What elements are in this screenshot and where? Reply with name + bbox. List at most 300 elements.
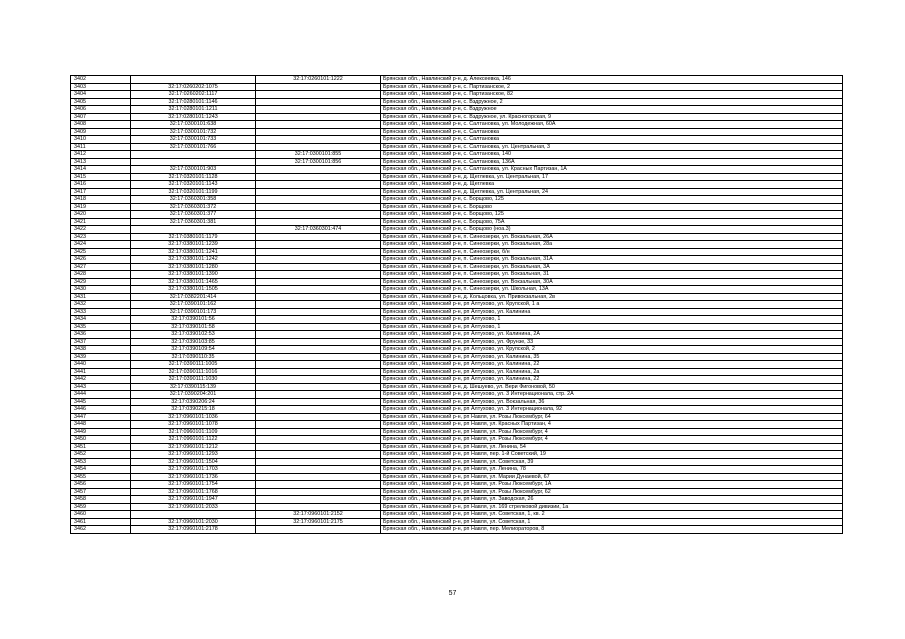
address-cell: Брянская обл., Навлинский р-н, рп Алтухово, ул. Крупской, 2 <box>381 346 843 354</box>
row-number-cell: 3453 <box>71 458 131 466</box>
table-row <box>71 511 843 519</box>
address-cell: Брянская обл., Навлинский р-н, рп Навля, пер. 1-й Советский, 19 <box>381 451 843 459</box>
cadastral-number-alt-cell <box>256 196 381 204</box>
address-cell: Брянская обл., Навлинский р-н, с. Борщово, 75А <box>381 218 843 226</box>
row-number-cell: 3440 <box>71 361 131 369</box>
cadastral-number-cell: 32:17:0390115:139 <box>131 383 256 391</box>
address-cell: Брянская обл., Навлинский р-н, с. Партизанское, 82 <box>381 91 843 99</box>
cadastral-number-alt-cell <box>256 346 381 354</box>
cadastral-number-cell: 32:17:0320101:1128 <box>131 173 256 181</box>
row-number-cell: 3408 <box>71 121 131 129</box>
address-cell: Брянская обл., Навлинский р-н, с. Борщово <box>381 203 843 211</box>
cadastral-number-cell: 32:17:0380101:1465 <box>131 278 256 286</box>
row-number-cell: 3461 <box>71 518 131 526</box>
row-number-cell: 3409 <box>71 128 131 136</box>
cadastral-number-alt-cell <box>256 473 381 481</box>
table-row <box>71 316 843 324</box>
cadastral-number-cell: 32:17:0380101:1179 <box>131 233 256 241</box>
cadastral-number-cell: 32:17:0960101:1293 <box>131 451 256 459</box>
address-cell: Брянская обл., Навлинский р-н, с. Салтановка, ул. Центральная, 3 <box>381 143 843 151</box>
cadastral-number-alt-cell <box>256 173 381 181</box>
address-cell: Брянская обл., Навлинский р-н, рп Навля, ул. 169 стрелковой дивизии, 1а <box>381 503 843 511</box>
cadastral-number-cell: 32:17:0280101:1211 <box>131 106 256 114</box>
cadastral-number-alt-cell <box>256 113 381 121</box>
address-cell: Брянская обл., Навлинский р-н, рп Навля, ул. Ленина, 54 <box>381 443 843 451</box>
cadastral-number-alt-cell <box>256 278 381 286</box>
cadastral-number-cell: 32:17:0390111:1016 <box>131 368 256 376</box>
cadastral-number-cell <box>131 158 256 166</box>
cadastral-number-alt-cell <box>256 203 381 211</box>
cadastral-number-alt-cell <box>256 106 381 114</box>
table-row <box>71 473 843 481</box>
row-number-cell: 3426 <box>71 256 131 264</box>
row-number-cell: 3444 <box>71 391 131 399</box>
table-body <box>71 76 843 534</box>
cadastral-number-cell: 32:17:0280101:1243 <box>131 113 256 121</box>
address-cell: Брянская обл., Навлинский р-н, с. Борщово, 125 <box>381 211 843 219</box>
address-cell: Брянская обл., Навлинский р-н, рп Алтухово, ул. 3 Интернационала, стр. 2А <box>381 391 843 399</box>
table-row <box>71 346 843 354</box>
table-row <box>71 338 843 346</box>
cadastral-number-cell: 32:17:0390110:35 <box>131 353 256 361</box>
address-cell: Брянская обл., Навлинский р-н, рп Навля, ул. Заводская, 26 <box>381 496 843 504</box>
table-row <box>71 211 843 219</box>
cadastral-number-alt-cell <box>256 496 381 504</box>
table-row <box>71 286 843 294</box>
row-number-cell: 3446 <box>71 406 131 414</box>
cadastral-number-cell: 32:17:0380101:1390 <box>131 271 256 279</box>
table-row <box>71 278 843 286</box>
address-cell: Брянская обл., Навлинский р-н, п. Синеозерки, ул. Вокзальная, 30А <box>381 278 843 286</box>
cadastral-number-alt-cell: 32:17:0960101:2152 <box>256 511 381 519</box>
row-number-cell: 3419 <box>71 203 131 211</box>
address-cell: Брянская обл., Навлинский р-н, п. Синеозерки, б/н <box>381 248 843 256</box>
cadastral-number-cell: 32:17:0380101:1505 <box>131 286 256 294</box>
table-row <box>71 226 843 234</box>
table-row <box>71 488 843 496</box>
cadastral-number-alt-cell <box>256 443 381 451</box>
cadastral-number-alt-cell <box>256 451 381 459</box>
table-row <box>71 301 843 309</box>
cadastral-number-cell: 32:17:0390101:58 <box>131 323 256 331</box>
cadastral-number-alt-cell <box>256 458 381 466</box>
row-number-cell: 3430 <box>71 286 131 294</box>
cadastral-number-cell: 32:17:0280101:1146 <box>131 98 256 106</box>
cadastral-number-alt-cell <box>256 406 381 414</box>
row-number-cell: 3422 <box>71 226 131 234</box>
address-cell: Брянская обл., Навлинский р-н, п. Синеозерки, ул. Вокзальная, 3А <box>381 263 843 271</box>
cadastral-number-alt-cell <box>256 98 381 106</box>
row-number-cell: 3421 <box>71 218 131 226</box>
cadastral-number-alt-cell: 32:17:0300101:855 <box>256 151 381 159</box>
address-cell: Брянская обл., Навлинский р-н, рп Алтухово, ул. Калинина, 2А <box>381 331 843 339</box>
cadastral-number-cell: 32:17:0960101:1768 <box>131 488 256 496</box>
address-cell: Брянская обл., Навлинский р-н, рп Навля, ул. Розы Люксембург, 4 <box>381 428 843 436</box>
row-number-cell: 3451 <box>71 443 131 451</box>
cadastral-number-cell: 32:17:0390111:1005 <box>131 361 256 369</box>
table-row <box>71 323 843 331</box>
cadastral-number-alt-cell <box>256 383 381 391</box>
row-number-cell: 3456 <box>71 481 131 489</box>
cadastral-number-alt-cell <box>256 353 381 361</box>
row-number-cell: 3410 <box>71 136 131 144</box>
table-row <box>71 136 843 144</box>
cadastral-number-cell: 32:17:0300101:732 <box>131 128 256 136</box>
cadastral-number-alt-cell <box>256 338 381 346</box>
address-cell: Брянская обл., Навлинский р-н, рп Навля, ул. Красных Партизан, 4 <box>381 421 843 429</box>
row-number-cell: 3450 <box>71 436 131 444</box>
row-number-cell: 3402 <box>71 76 131 84</box>
row-number-cell: 3452 <box>71 451 131 459</box>
row-number-cell: 3437 <box>71 338 131 346</box>
cadastral-number-cell: 32:17:0300101:903 <box>131 166 256 174</box>
cadastral-number-cell: 32:17:0390204:201 <box>131 391 256 399</box>
cadastral-number-alt-cell <box>256 361 381 369</box>
table-row <box>71 451 843 459</box>
address-cell: Брянская обл., Навлинский р-н, рп Навля, ул. Розы Люксембург, 1А <box>381 481 843 489</box>
cadastral-number-alt-cell <box>256 301 381 309</box>
address-cell: Брянская обл., Навлинский р-н, с. Салтановка, ул. Молодежная, 60А <box>381 121 843 129</box>
cadastral-number-cell: 32:17:0960101:2033 <box>131 503 256 511</box>
cadastral-number-alt-cell: 32:17:0260101:1222 <box>256 76 381 84</box>
row-number-cell: 3412 <box>71 151 131 159</box>
row-number-cell: 3455 <box>71 473 131 481</box>
address-cell: Брянская обл., Навлинский р-н, рп Алтухово, ул. 3 Интернационала, 92 <box>381 406 843 414</box>
row-number-cell: 3411 <box>71 143 131 151</box>
cadastral-number-cell: 32:17:0960101:1109 <box>131 428 256 436</box>
table-row <box>71 256 843 264</box>
row-number-cell: 3460 <box>71 511 131 519</box>
table-row <box>71 151 843 159</box>
table-row <box>71 271 843 279</box>
cadastral-number-alt-cell <box>256 331 381 339</box>
table-row <box>71 98 843 106</box>
cadastral-number-alt-cell <box>256 136 381 144</box>
table-row <box>71 106 843 114</box>
row-number-cell: 3405 <box>71 98 131 106</box>
address-cell: Брянская обл., Навлинский р-н, п. Синеозерки, ул. Вокзальная, 31А <box>381 256 843 264</box>
address-cell: Брянская обл., Навлинский р-н, с. Салтановка, ул. Красных Партизан, 1А <box>381 166 843 174</box>
table-row <box>71 143 843 151</box>
cadastral-number-alt-cell <box>256 143 381 151</box>
address-cell: Брянская обл., Навлинский р-н, п. Синеозерки, ул. Вокзальная, 31 <box>381 271 843 279</box>
cadastral-number-alt-cell <box>256 218 381 226</box>
row-number-cell: 3428 <box>71 271 131 279</box>
address-cell: Брянская обл., Навлинский р-н, д. Щеглевка, ул. Центральная, 17 <box>381 173 843 181</box>
table-row <box>71 458 843 466</box>
row-number-cell: 3432 <box>71 301 131 309</box>
cadastral-number-cell: 32:17:0960101:1078 <box>131 421 256 429</box>
cadastral-number-alt-cell: 32:17:0960101:2175 <box>256 518 381 526</box>
cadastral-number-cell <box>131 151 256 159</box>
cadastral-number-alt-cell <box>256 488 381 496</box>
table-row <box>71 391 843 399</box>
address-cell: Брянская обл., Навлинский р-н, с. Борщово, 125 <box>381 196 843 204</box>
table-row <box>71 188 843 196</box>
cadastral-number-cell: 32:17:0380101:1239 <box>131 241 256 249</box>
cadastral-table <box>70 75 843 534</box>
address-cell: Брянская обл., Навлинский р-н, с. Партизанское, 2 <box>381 83 843 91</box>
table-row <box>71 203 843 211</box>
row-number-cell: 3413 <box>71 158 131 166</box>
address-cell: Брянская обл., Навлинский р-н, с. Вздружное, ул. Красногорская, 9 <box>381 113 843 121</box>
table-row <box>71 181 843 189</box>
table-row <box>71 406 843 414</box>
address-cell: Брянская обл., Навлинский р-н, п. Синеозерки, ул. Школьная, 13А <box>381 286 843 294</box>
address-cell: Брянская обл., Навлинский р-н, рп Алтухово, 1 <box>381 323 843 331</box>
row-number-cell: 3442 <box>71 376 131 384</box>
address-cell: Брянская обл., Навлинский р-н, рп Алтухово, ул. Калинина, 2а <box>381 368 843 376</box>
row-number-cell: 3427 <box>71 263 131 271</box>
cadastral-number-cell: 32:17:0390111:1030 <box>131 376 256 384</box>
address-cell: Брянская обл., Навлинский р-н, п. Синеозерки, ул. Вокзальная, 26А <box>381 233 843 241</box>
cadastral-number-alt-cell <box>256 241 381 249</box>
table-row <box>71 196 843 204</box>
table-row <box>71 368 843 376</box>
row-number-cell: 3448 <box>71 421 131 429</box>
table-row <box>71 421 843 429</box>
row-number-cell: 3418 <box>71 196 131 204</box>
address-cell: Брянская обл., Навлинский р-н, рп Навля, ул. Советская, 1 <box>381 518 843 526</box>
cadastral-number-alt-cell <box>256 83 381 91</box>
row-number-cell: 3407 <box>71 113 131 121</box>
cadastral-number-cell: 32:17:0360301:358 <box>131 196 256 204</box>
cadastral-number-cell: 32:17:0260202:1117 <box>131 91 256 99</box>
address-cell: Брянская обл., Навлинский р-н, рп Навля, ул. Розы Люксембург, 64 <box>381 413 843 421</box>
table-row <box>71 218 843 226</box>
cadastral-number-cell: 32:17:0380101:1242 <box>131 256 256 264</box>
address-cell: Брянская обл., Навлинский р-н, рп Навля, ул. Розы Люксембург, 62 <box>381 488 843 496</box>
cadastral-number-cell: 32:17:0960101:1736 <box>131 473 256 481</box>
row-number-cell: 3424 <box>71 241 131 249</box>
table-row <box>71 503 843 511</box>
cadastral-number-alt-cell <box>256 526 381 534</box>
row-number-cell: 3403 <box>71 83 131 91</box>
table-row <box>71 233 843 241</box>
cadastral-number-cell: 32:17:0300101:638 <box>131 121 256 129</box>
address-cell: Брянская обл., Навлинский р-н, рп Алтухово, ул. Калинина <box>381 308 843 316</box>
table-row <box>71 128 843 136</box>
row-number-cell: 3443 <box>71 383 131 391</box>
address-cell: Брянская обл., Навлинский р-н, д. Щеглевка, ул. Центральная, 24 <box>381 188 843 196</box>
table-row <box>71 413 843 421</box>
table-row <box>71 383 843 391</box>
table-row <box>71 428 843 436</box>
row-number-cell: 3434 <box>71 316 131 324</box>
address-cell: Брянская обл., Навлинский р-н, рп Алтухово, ул. Крупской, 1 а <box>381 301 843 309</box>
cadastral-number-alt-cell <box>256 293 381 301</box>
cadastral-number-alt-cell <box>256 91 381 99</box>
table-row <box>71 481 843 489</box>
cadastral-number-alt-cell <box>256 316 381 324</box>
row-number-cell: 3431 <box>71 293 131 301</box>
cadastral-number-cell: 32:17:0960101:1703 <box>131 466 256 474</box>
address-cell: Брянская обл., Навлинский р-н, д. Алексеевка, 146 <box>381 76 843 84</box>
row-number-cell: 3414 <box>71 166 131 174</box>
row-number-cell: 3459 <box>71 503 131 511</box>
cadastral-number-alt-cell <box>256 391 381 399</box>
page-number: 57 <box>448 590 457 597</box>
address-cell: Брянская обл., Навлинский р-н, с. Салтановка <box>381 128 843 136</box>
table-row <box>71 91 843 99</box>
cadastral-number-alt-cell <box>256 503 381 511</box>
cadastral-number-cell: 32:17:0300101:733 <box>131 136 256 144</box>
table-row <box>71 248 843 256</box>
cadastral-number-cell <box>131 76 256 84</box>
table-row <box>71 466 843 474</box>
cadastral-number-cell: 32:17:0390109:54 <box>131 346 256 354</box>
address-cell: Брянская обл., Навлинский р-н, с. Салтановка, 136А <box>381 158 843 166</box>
cadastral-number-alt-cell <box>256 188 381 196</box>
cadastral-number-cell: 32:17:0260202:1075 <box>131 83 256 91</box>
cadastral-number-cell: 32:17:0390206:24 <box>131 398 256 406</box>
table-row <box>71 398 843 406</box>
table-row <box>71 353 843 361</box>
table-row <box>71 158 843 166</box>
cadastral-number-cell: 32:17:0960101:1036 <box>131 413 256 421</box>
cadastral-number-cell: 32:17:0390103:85 <box>131 338 256 346</box>
address-cell: Брянская обл., Навлинский р-н, д. Кольцовка, ул. Привокзальная, 2в <box>381 293 843 301</box>
row-number-cell: 3423 <box>71 233 131 241</box>
table-row <box>71 76 843 84</box>
table-row <box>71 376 843 384</box>
cadastral-number-alt-cell <box>256 376 381 384</box>
cadastral-number-alt-cell <box>256 166 381 174</box>
table-row <box>71 308 843 316</box>
cadastral-number-alt-cell <box>256 436 381 444</box>
address-cell: Брянская обл., Навлинский р-н, рп Навля, ул. Советская, 1, кв. 2 <box>381 511 843 519</box>
table-row <box>71 526 843 534</box>
row-number-cell: 3435 <box>71 323 131 331</box>
cadastral-number-cell: 32:17:0360301:381 <box>131 218 256 226</box>
row-number-cell: 3436 <box>71 331 131 339</box>
row-number-cell: 3416 <box>71 181 131 189</box>
table-row <box>71 331 843 339</box>
address-cell: Брянская обл., Навлинский р-н, рп Алтухово, ул. Калинина, 22 <box>381 361 843 369</box>
cadastral-number-cell: 32:17:0360301:377 <box>131 211 256 219</box>
address-cell: Брянская обл., Навлинский р-н, д. Шешуево, ул. Вери Фигоновой, 50 <box>381 383 843 391</box>
address-cell: Брянская обл., Навлинский р-н, рп Алтухово, ул. Калинина, 22 <box>381 376 843 384</box>
cadastral-number-cell <box>131 226 256 234</box>
address-cell: Брянская обл., Навлинский р-н, рп Навля, ул. Марии Дунаевой, 67 <box>381 473 843 481</box>
address-cell: Брянская обл., Навлинский р-н, п. Синеозерки, ул. Вокзальная, 28а <box>381 241 843 249</box>
cadastral-number-alt-cell: 32:17:0300101:856 <box>256 158 381 166</box>
table-row <box>71 361 843 369</box>
address-cell: Брянская обл., Навлинский р-н, рп Алтухово, ул. Вокзальная, 36 <box>381 398 843 406</box>
table-row <box>71 173 843 181</box>
table-row <box>71 166 843 174</box>
cadastral-number-alt-cell <box>256 428 381 436</box>
row-number-cell: 3449 <box>71 428 131 436</box>
table-row <box>71 293 843 301</box>
table-row <box>71 496 843 504</box>
row-number-cell: 3458 <box>71 496 131 504</box>
row-number-cell: 3406 <box>71 106 131 114</box>
cadastral-number-alt-cell <box>256 233 381 241</box>
cadastral-number-cell: 32:17:0960101:1122 <box>131 436 256 444</box>
address-cell: Брянская обл., Навлинский р-н, с. Вздружное <box>381 106 843 114</box>
cadastral-number-cell: 32:17:0960101:2178 <box>131 526 256 534</box>
row-number-cell: 3447 <box>71 413 131 421</box>
cadastral-number-alt-cell <box>256 256 381 264</box>
cadastral-number-alt-cell: 32:17:0360301:474 <box>256 226 381 234</box>
address-cell: Брянская обл., Навлинский р-н, д. Щеглевка <box>381 181 843 189</box>
address-cell: Брянская обл., Навлинский р-н, рп Навля, пер. Мелиораторов, 8 <box>381 526 843 534</box>
cadastral-number-cell: 32:17:0960101:1504 <box>131 458 256 466</box>
address-cell: Брянская обл., Навлинский р-н, с. Салтановка, 140 <box>381 151 843 159</box>
cadastral-number-alt-cell <box>256 181 381 189</box>
cadastral-number-cell: 32:17:0390102:53 <box>131 331 256 339</box>
table-row <box>71 436 843 444</box>
table-row <box>71 443 843 451</box>
table-row <box>71 83 843 91</box>
cadastral-number-cell: 32:17:0390101:173 <box>131 308 256 316</box>
address-cell: Брянская обл., Навлинский р-н, рп Навля, ул. Розы Люксембург, 4 <box>381 436 843 444</box>
cadastral-number-cell: 32:17:0382201:414 <box>131 293 256 301</box>
cadastral-number-cell <box>131 511 256 519</box>
cadastral-number-cell: 32:17:0390101:162 <box>131 301 256 309</box>
cadastral-number-alt-cell <box>256 481 381 489</box>
cadastral-number-cell: 32:17:0300101:766 <box>131 143 256 151</box>
row-number-cell: 3445 <box>71 398 131 406</box>
address-cell: Брянская обл., Навлинский р-н, рп Алтухово, ул. Калинина, 35 <box>381 353 843 361</box>
row-number-cell: 3462 <box>71 526 131 534</box>
row-number-cell: 3404 <box>71 91 131 99</box>
cadastral-number-cell: 32:17:0390101:56 <box>131 316 256 324</box>
row-number-cell: 3417 <box>71 188 131 196</box>
cadastral-number-cell: 32:17:0960101:1212 <box>131 443 256 451</box>
cadastral-number-cell: 32:17:0320101:1143 <box>131 181 256 189</box>
cadastral-number-cell: 32:17:0960101:1754 <box>131 481 256 489</box>
row-number-cell: 3415 <box>71 173 131 181</box>
cadastral-number-cell: 32:17:0380101:1280 <box>131 263 256 271</box>
cadastral-number-cell: 32:17:0960101:1947 <box>131 496 256 504</box>
cadastral-number-alt-cell <box>256 421 381 429</box>
cadastral-number-cell: 32:17:0320101:1199 <box>131 188 256 196</box>
cadastral-number-cell: 32:17:0390215:18 <box>131 406 256 414</box>
row-number-cell: 3429 <box>71 278 131 286</box>
cadastral-number-alt-cell <box>256 121 381 129</box>
address-cell: Брянская обл., Навлинский р-н, рп Алтухово, ул. Фрунзе, 33 <box>381 338 843 346</box>
cadastral-number-alt-cell <box>256 308 381 316</box>
cadastral-number-cell: 32:17:0360301:372 <box>131 203 256 211</box>
cadastral-number-alt-cell <box>256 211 381 219</box>
address-cell: Брянская обл., Навлинский р-н, с. Салтановка <box>381 136 843 144</box>
row-number-cell: 3425 <box>71 248 131 256</box>
cadastral-number-alt-cell <box>256 368 381 376</box>
cadastral-number-alt-cell <box>256 286 381 294</box>
table-row <box>71 113 843 121</box>
row-number-cell: 3433 <box>71 308 131 316</box>
cadastral-number-alt-cell <box>256 263 381 271</box>
table-row <box>71 241 843 249</box>
cadastral-number-alt-cell <box>256 466 381 474</box>
address-cell: Брянская обл., Навлинский р-н, с. Вздружное, 2 <box>381 98 843 106</box>
row-number-cell: 3457 <box>71 488 131 496</box>
cadastral-number-alt-cell <box>256 323 381 331</box>
cadastral-number-alt-cell <box>256 413 381 421</box>
row-number-cell: 3420 <box>71 211 131 219</box>
address-cell: Брянская обл., Навлинский р-н, рп Навля, ул. Ленина, 78 <box>381 466 843 474</box>
cadastral-number-alt-cell <box>256 398 381 406</box>
table-row <box>71 121 843 129</box>
cadastral-number-cell: 32:17:0960101:2030 <box>131 518 256 526</box>
table-row <box>71 263 843 271</box>
row-number-cell: 3438 <box>71 346 131 354</box>
address-cell: Брянская обл., Навлинский р-н, рп Алтухово, 1 <box>381 316 843 324</box>
row-number-cell: 3441 <box>71 368 131 376</box>
table-row <box>71 518 843 526</box>
